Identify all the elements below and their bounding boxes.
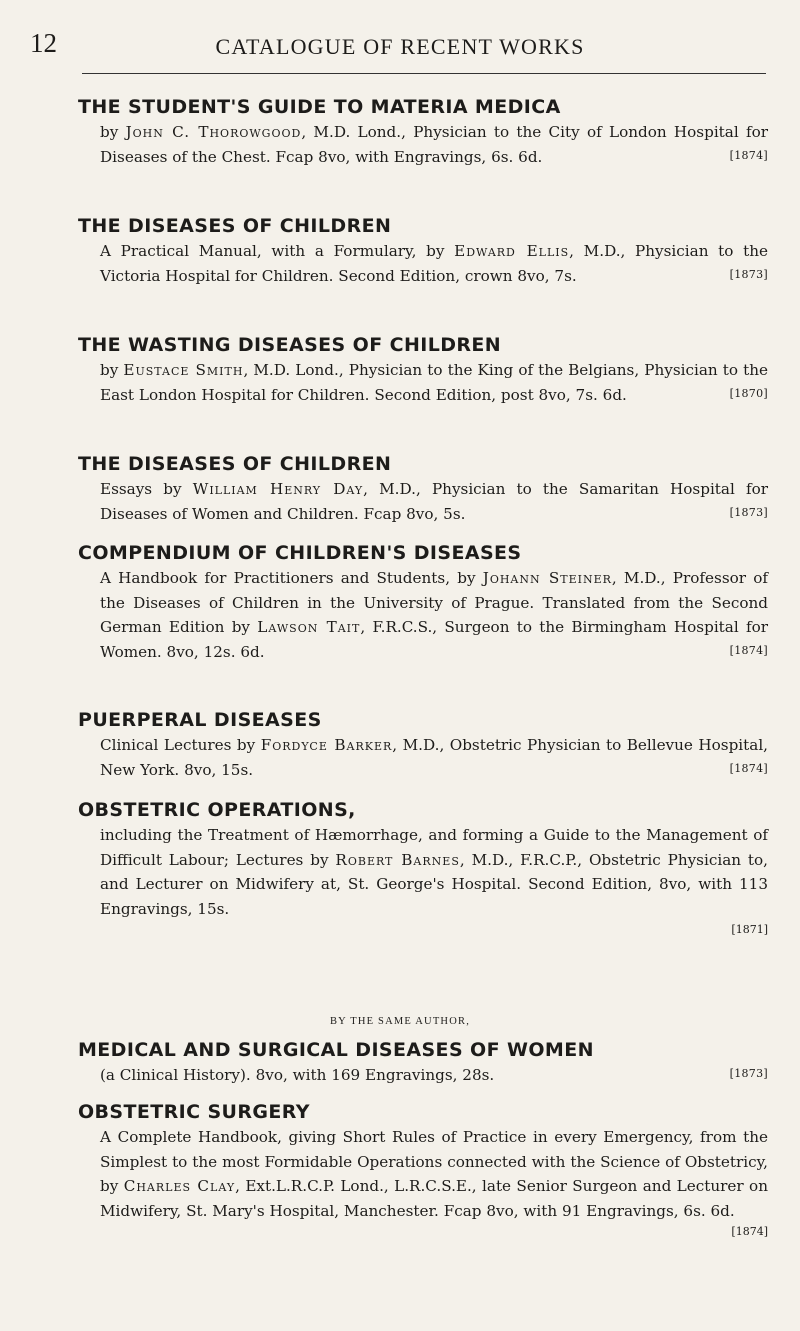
entry-description: Clinical Lectures by Fordyce Barker, M.D., Obstetric Physician to Bellevue Hospital, New York. 8vo, 15s. [1874] <box>100 733 768 782</box>
entry-title: THE DISEASES OF CHILDREN <box>78 215 392 237</box>
entry-author: Robert Barnes <box>335 850 460 869</box>
catalogue-entry <box>78 451 768 526</box>
catalogue-entry <box>78 213 768 288</box>
entry-description: A Complete Handbook, giving Short Rules of Practice in every Emergency, from the Simplest to the most Formidable Operations connected with the Science of Obstetricy, by Charles Clay, Ext.L.R.C.P. Lond., L.R.C.S.E., late Senior Surgeon and Lecturer on Midwifery, St. Mary's Hospital, Manchester. Fcap 8vo, with 91 Engravings, 6s. 6d. <box>100 1128 768 1220</box>
catalogue-entry <box>78 540 768 664</box>
entry-title: MEDICAL AND SURGICAL DISEASES OF WOMEN <box>78 1039 594 1061</box>
entry-description: including the Treatment of Hæmorrhage, and forming a Guide to the Management of Difficult Labour; Lectures by Robert Barnes, M.D., F.R.C.P., Obstetric Physician to, and Lecturer on Midwifery at, St. George's Hospital. Second Edition, 8vo, with 113 Engravings, 15s. <box>100 826 768 918</box>
entry-description: by John C. Thorowgood, M.D. Lond., Physician to the City of London Hospital for Diseases of the Chest. Fcap 8vo, with Engravings, 6s. 6d. [1874] <box>100 120 768 169</box>
entry-author: Edward Ellis <box>454 242 570 260</box>
catalogue-entry <box>78 797 768 941</box>
entry-year: [1873] <box>729 505 768 519</box>
catalogue-entry <box>78 707 768 782</box>
page-number: 12 <box>30 28 57 58</box>
entry-year: [1874] <box>729 148 768 162</box>
entry-title: THE DISEASES OF CHILDREN <box>78 453 392 475</box>
entry-year: [1874] <box>729 761 768 775</box>
entry-author: Fordyce Barker <box>260 736 393 754</box>
entry-description: A Practical Manual, with a Formulary, by Edward Ellis, M.D., Physician to the Victoria Hospital for Children. Second Edition, crown 8vo, 7s. [1873] <box>100 239 768 288</box>
entry-description: (a Clinical History). 8vo, with 169 Engravings, 28s. [1873] <box>100 1063 768 1088</box>
entry-description: Essays by William Henry Day, M.D., Physician to the Samaritan Hospital for Diseases of Women and Children. Fcap 8vo, 5s. [1873] <box>100 477 768 526</box>
entry-author-2: Lawson Tait <box>257 618 361 637</box>
catalogue-entry <box>78 1099 768 1243</box>
entry-title: COMPENDIUM OF CHILDREN'S DISEASES <box>78 542 522 564</box>
entry-title: OBSTETRIC OPERATIONS, <box>78 799 356 821</box>
entry-author: Johann Steiner <box>482 569 612 587</box>
same-author-note: BY THE SAME AUTHOR, <box>329 1016 471 1027</box>
catalogue-entry <box>78 332 768 407</box>
entry-year: [1874] <box>729 643 768 657</box>
catalogue-entry <box>78 94 768 169</box>
entry-title: OBSTETRIC SURGERY <box>78 1101 310 1123</box>
entry-year: [1870] <box>729 386 768 400</box>
entry-title: PUERPERAL DISEASES <box>78 709 322 731</box>
entry-title: THE WASTING DISEASES OF CHILDREN <box>78 334 502 356</box>
entry-year: [1873] <box>729 1067 768 1080</box>
entry-title: THE STUDENT'S GUIDE TO MATERIA MEDICA <box>78 96 561 118</box>
catalogue-entry <box>78 1037 768 1088</box>
entry-description: by Eustace Smith, M.D. Lond., Physician to the King of the Belgians, Physician to the East London Hospital for Children. Second Edition, post 8vo, 7s. 6d. [1870] <box>100 358 768 407</box>
entry-description: A Handbook for Practitioners and Students, by Johann Steiner, M.D., Professor of the Diseases of Children in the University of Prague. Translated from the Second German Edition by Lawson Tait, F.R.C.S., Surgeon to the Birmingham Hospital for Women. 8vo, 12s. 6d. [1874] <box>100 566 768 664</box>
entry-author: Charles Clay <box>123 1177 236 1196</box>
running-head: CATALOGUE OF RECENT WORKS <box>215 34 585 59</box>
entry-author: John C. Thorowgood <box>125 123 302 141</box>
entry-year: [1873] <box>729 267 768 281</box>
entry-author: William Henry Day <box>192 480 364 498</box>
entry-year: [1871] <box>731 923 768 937</box>
entry-author: Eustace Smith <box>123 361 244 379</box>
entry-year: [1874] <box>731 1225 768 1239</box>
